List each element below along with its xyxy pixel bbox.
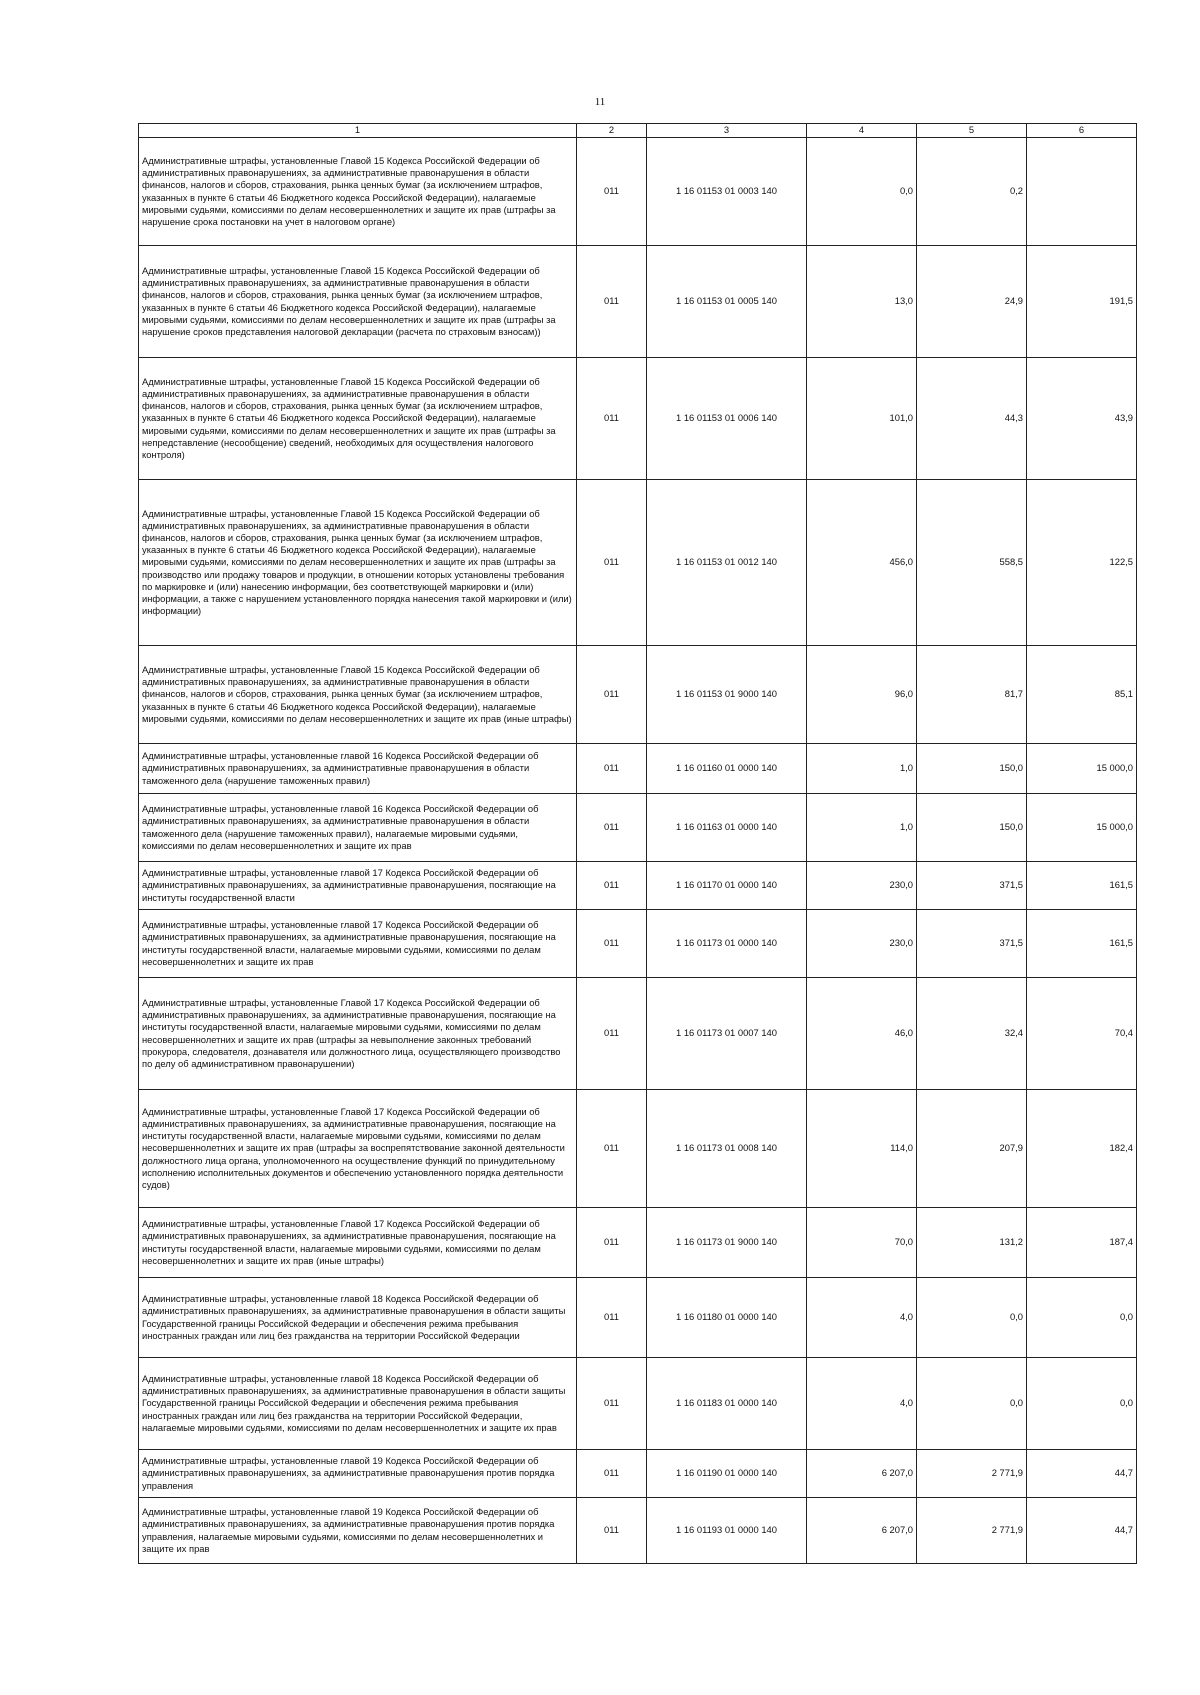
row-admin-code: 011 <box>577 1278 647 1358</box>
row-value-col5: 371,5 <box>917 910 1027 978</box>
row-value-col6: 0,0 <box>1027 1278 1137 1358</box>
row-description: Административные штрафы, установленные главой 19 Кодекса Российской Федерации об административных правонарушениях, за административные правонарушения против порядка управления <box>139 1450 577 1498</box>
table-row <box>139 480 1137 646</box>
row-value-col6: 44,7 <box>1027 1450 1137 1498</box>
row-value-col6: 43,9 <box>1027 358 1137 480</box>
row-value-col5: 0,2 <box>917 138 1027 246</box>
row-budget-code: 1 16 01153 01 9000 140 <box>647 646 807 744</box>
row-value-col6: 122,5 <box>1027 480 1137 646</box>
row-value-col5: 558,5 <box>917 480 1027 646</box>
row-value-col4: 13,0 <box>807 246 917 358</box>
row-value-col6: 44,7 <box>1027 1498 1137 1564</box>
table-row <box>139 1278 1137 1358</box>
row-budget-code: 1 16 01183 01 0000 140 <box>647 1358 807 1450</box>
row-admin-code: 011 <box>577 138 647 246</box>
row-description: Административные штрафы, установленные Главой 15 Кодекса Российской Федерации об административных правонарушениях, за административные правонарушения в области финансов, налогов и сборов, страхования, рынка ценных бумаг (за исключением штрафов, указанных в пункте 6 статьи 46 Бюджетного кодекса Российской Федерации), налагаемые мировыми судьями, комиссиями по делам несовершеннолетних и защите их прав (штрафы за непредставление (несообщение) сведений, необходимых для осуществления налогового контроля) <box>139 358 577 480</box>
row-description: Административные штрафы, установленные Главой 17 Кодекса Российской Федерации об административных правонарушениях, за административные правонарушения, посягающие на институты государственной власти, налагаемые мировыми судьями, комиссиями по делам несовершеннолетних и защите их прав (штрафы за невыполнение законных требований прокурора, следователя, дознавателя или должностного лица, осуществляющего производство по делу об административном правонарушении) <box>139 978 577 1090</box>
row-value-col5: 2 771,9 <box>917 1498 1027 1564</box>
row-value-col4: 6 207,0 <box>807 1450 917 1498</box>
row-description: Административные штрафы, установленные главой 18 Кодекса Российской Федерации об административных правонарушениях, за административные правонарушения в области защиты Государственной границы Российской Федерации и обеспечения режима пребывания иностранных граждан или лиц без гражданства на территории Российской Федерации <box>139 1278 577 1358</box>
row-value-col4: 114,0 <box>807 1090 917 1208</box>
row-description: Административные штрафы, установленные главой 16 Кодекса Российской Федерации об административных правонарушениях, за административные правонарушения в области таможенного дела (нарушение таможенных правил), налагаемые мировыми судьями, комиссиями по делам несовершеннолетних и защите их прав <box>139 794 577 862</box>
row-budget-code: 1 16 01180 01 0000 140 <box>647 1278 807 1358</box>
row-value-col6 <box>1027 138 1137 246</box>
row-value-col6: 15 000,0 <box>1027 794 1137 862</box>
row-description: Административные штрафы, установленные Главой 15 Кодекса Российской Федерации об административных правонарушениях, за административные правонарушения в области финансов, налогов и сборов, страхования, рынка ценных бумаг (за исключением штрафов, указанных в пункте 6 статьи 46 Бюджетного кодекса Российской Федерации), налагаемые мировыми судьями, комиссиями по делам несовершеннолетних и защите их прав (штрафы за нарушение срока постановки на учет в налоговом органе) <box>139 138 577 246</box>
row-admin-code: 011 <box>577 358 647 480</box>
row-value-col4: 70,0 <box>807 1208 917 1278</box>
row-budget-code: 1 16 01170 01 0000 140 <box>647 862 807 910</box>
row-description: Административные штрафы, установленные главой 19 Кодекса Российской Федерации об административных правонарушениях, за административные правонарушения против порядка управления, налагаемые мировыми судьями, комиссиями по делам несовершеннолетних и защите их прав <box>139 1498 577 1564</box>
row-value-col6: 85,1 <box>1027 646 1137 744</box>
table-row <box>139 358 1137 480</box>
row-admin-code: 011 <box>577 744 647 794</box>
row-budget-code: 1 16 01153 01 0012 140 <box>647 480 807 646</box>
row-value-col6: 161,5 <box>1027 862 1137 910</box>
row-admin-code: 011 <box>577 1208 647 1278</box>
table-row <box>139 1498 1137 1564</box>
table-row <box>139 910 1137 978</box>
table-row <box>139 1358 1137 1450</box>
row-value-col5: 150,0 <box>917 794 1027 862</box>
row-value-col4: 4,0 <box>807 1278 917 1358</box>
col-header-1: 1 <box>139 124 577 138</box>
row-value-col4: 6 207,0 <box>807 1498 917 1564</box>
row-value-col4: 101,0 <box>807 358 917 480</box>
row-value-col4: 0,0 <box>807 138 917 246</box>
row-value-col6: 187,4 <box>1027 1208 1137 1278</box>
col-header-4: 4 <box>807 124 917 138</box>
row-value-col5: 2 771,9 <box>917 1450 1027 1498</box>
row-admin-code: 011 <box>577 978 647 1090</box>
row-description: Административные штрафы, установленные Главой 17 Кодекса Российской Федерации об административных правонарушениях, за административные правонарушения, посягающие на институты государственной власти, налагаемые мировыми судьями, комиссиями по делам несовершеннолетних и защите их прав (иные штрафы) <box>139 1208 577 1278</box>
col-header-3: 3 <box>647 124 807 138</box>
col-header-2: 2 <box>577 124 647 138</box>
row-description: Административные штрафы, установленные Главой 15 Кодекса Российской Федерации об административных правонарушениях, за административные правонарушения в области финансов, налогов и сборов, страхования, рынка ценных бумаг (за исключением штрафов, указанных в пункте 6 статьи 46 Бюджетного кодекса Российской Федерации), налагаемые мировыми судьями, комиссиями по делам несовершеннолетних и защите их прав (иные штрафы) <box>139 646 577 744</box>
row-admin-code: 011 <box>577 1090 647 1208</box>
col-header-6: 6 <box>1027 124 1137 138</box>
row-admin-code: 011 <box>577 246 647 358</box>
row-budget-code: 1 16 01153 01 0006 140 <box>647 358 807 480</box>
row-description: Административные штрафы, установленные Главой 15 Кодекса Российской Федерации об административных правонарушениях, за административные правонарушения в области финансов, налогов и сборов, страхования, рынка ценных бумаг (за исключением штрафов, указанных в пункте 6 статьи 46 Бюджетного кодекса Российской Федерации), налагаемые мировыми судьями, комиссиями по делам несовершеннолетних и защите их прав (штрафы за нарушение сроков представления налоговой декларации (расчета по страховым взносам)) <box>139 246 577 358</box>
table-row <box>139 646 1137 744</box>
row-value-col6: 191,5 <box>1027 246 1137 358</box>
row-budget-code: 1 16 01153 01 0003 140 <box>647 138 807 246</box>
row-value-col5: 0,0 <box>917 1278 1027 1358</box>
row-value-col5: 44,3 <box>917 358 1027 480</box>
row-admin-code: 011 <box>577 910 647 978</box>
row-value-col6: 161,5 <box>1027 910 1137 978</box>
row-admin-code: 011 <box>577 646 647 744</box>
row-admin-code: 011 <box>577 1450 647 1498</box>
row-value-col6: 15 000,0 <box>1027 744 1137 794</box>
row-budget-code: 1 16 01173 01 0000 140 <box>647 910 807 978</box>
table-row <box>139 862 1137 910</box>
row-value-col5: 32,4 <box>917 978 1027 1090</box>
row-budget-code: 1 16 01173 01 0007 140 <box>647 978 807 1090</box>
row-description: Административные штрафы, установленные Главой 17 Кодекса Российской Федерации об административных правонарушениях, за административные правонарушения, посягающие на институты государственной власти, налагаемые мировыми судьями, комиссиями по делам несовершеннолетних и защите их прав (штрафы за воспрепятствование законной деятельности должностного лица органа, уполномоченного на осуществление функций по принудительному исполнению исполнительных документов и обеспечению установленного порядка деятельности судов) <box>139 1090 577 1208</box>
row-value-col4: 46,0 <box>807 978 917 1090</box>
row-description: Административные штрафы, установленные главой 16 Кодекса Российской Федерации об административных правонарушениях, за административные правонарушения в области таможенного дела (нарушение таможенных правил) <box>139 744 577 794</box>
row-description: Административные штрафы, установленные Главой 15 Кодекса Российской Федерации об административных правонарушениях, за административные правонарушения в области финансов, налогов и сборов, страхования, рынка ценных бумаг (за исключением штрафов, указанных в пункте 6 статьи 46 Бюджетного кодекса Российской Федерации), налагаемые мировыми судьями, комиссиями по делам несовершеннолетних и защите их прав (штрафы за производство или продажу товаров и продукции, в отношении которых установлены требования по маркировке и (или) нанесению информации, без соответствующей маркировки и (или) информации, а также с нарушением установленного порядка нанесения такой маркировки и (или) информации) <box>139 480 577 646</box>
row-admin-code: 011 <box>577 1358 647 1450</box>
row-value-col4: 4,0 <box>807 1358 917 1450</box>
row-admin-code: 011 <box>577 862 647 910</box>
row-admin-code: 011 <box>577 1498 647 1564</box>
table-row <box>139 1450 1137 1498</box>
header-row <box>139 124 1137 138</box>
table-body <box>139 138 1137 1564</box>
row-description: Административные штрафы, установленные главой 17 Кодекса Российской Федерации об административных правонарушениях, за административные правонарушения, посягающие на институты государственной власти, налагаемые мировыми судьями, комиссиями по делам несовершеннолетних и защите их прав <box>139 910 577 978</box>
row-budget-code: 1 16 01173 01 9000 140 <box>647 1208 807 1278</box>
row-value-col4: 1,0 <box>807 794 917 862</box>
col-header-5: 5 <box>917 124 1027 138</box>
row-value-col4: 230,0 <box>807 910 917 978</box>
row-value-col6: 182,4 <box>1027 1090 1137 1208</box>
row-value-col5: 0,0 <box>917 1358 1027 1450</box>
row-value-col4: 456,0 <box>807 480 917 646</box>
table-row <box>139 744 1137 794</box>
row-admin-code: 011 <box>577 480 647 646</box>
row-value-col5: 371,5 <box>917 862 1027 910</box>
row-value-col5: 131,2 <box>917 1208 1027 1278</box>
row-description: Административные штрафы, установленные главой 17 Кодекса Российской Федерации об административных правонарушениях, за административные правонарушения, посягающие на институты государственной власти <box>139 862 577 910</box>
row-value-col4: 1,0 <box>807 744 917 794</box>
row-value-col6: 0,0 <box>1027 1358 1137 1450</box>
row-value-col5: 150,0 <box>917 744 1027 794</box>
row-budget-code: 1 16 01190 01 0000 140 <box>647 1450 807 1498</box>
row-value-col4: 96,0 <box>807 646 917 744</box>
table-row <box>139 794 1137 862</box>
row-budget-code: 1 16 01163 01 0000 140 <box>647 794 807 862</box>
row-value-col4: 230,0 <box>807 862 917 910</box>
row-value-col6: 70,4 <box>1027 978 1137 1090</box>
table-row <box>139 978 1137 1090</box>
row-description: Административные штрафы, установленные главой 18 Кодекса Российской Федерации об административных правонарушениях, за административные правонарушения в области защиты Государственной границы Российской Федерации и обеспечения режима пребывания иностранных граждан или лиц без гражданства на территории Российской Федерации, налагаемые мировыми судьями, комиссиями по делам несовершеннолетних и защите их прав <box>139 1358 577 1450</box>
row-value-col5: 81,7 <box>917 646 1027 744</box>
row-admin-code: 011 <box>577 794 647 862</box>
revenue-table <box>138 123 1137 1564</box>
table-row <box>139 246 1137 358</box>
table-row <box>139 1090 1137 1208</box>
table-row <box>139 138 1137 246</box>
page-number: 11 <box>594 96 606 108</box>
row-value-col5: 24,9 <box>917 246 1027 358</box>
row-budget-code: 1 16 01173 01 0008 140 <box>647 1090 807 1208</box>
row-budget-code: 1 16 01193 01 0000 140 <box>647 1498 807 1564</box>
row-budget-code: 1 16 01153 01 0005 140 <box>647 246 807 358</box>
table-row <box>139 1208 1137 1278</box>
row-budget-code: 1 16 01160 01 0000 140 <box>647 744 807 794</box>
row-value-col5: 207,9 <box>917 1090 1027 1208</box>
